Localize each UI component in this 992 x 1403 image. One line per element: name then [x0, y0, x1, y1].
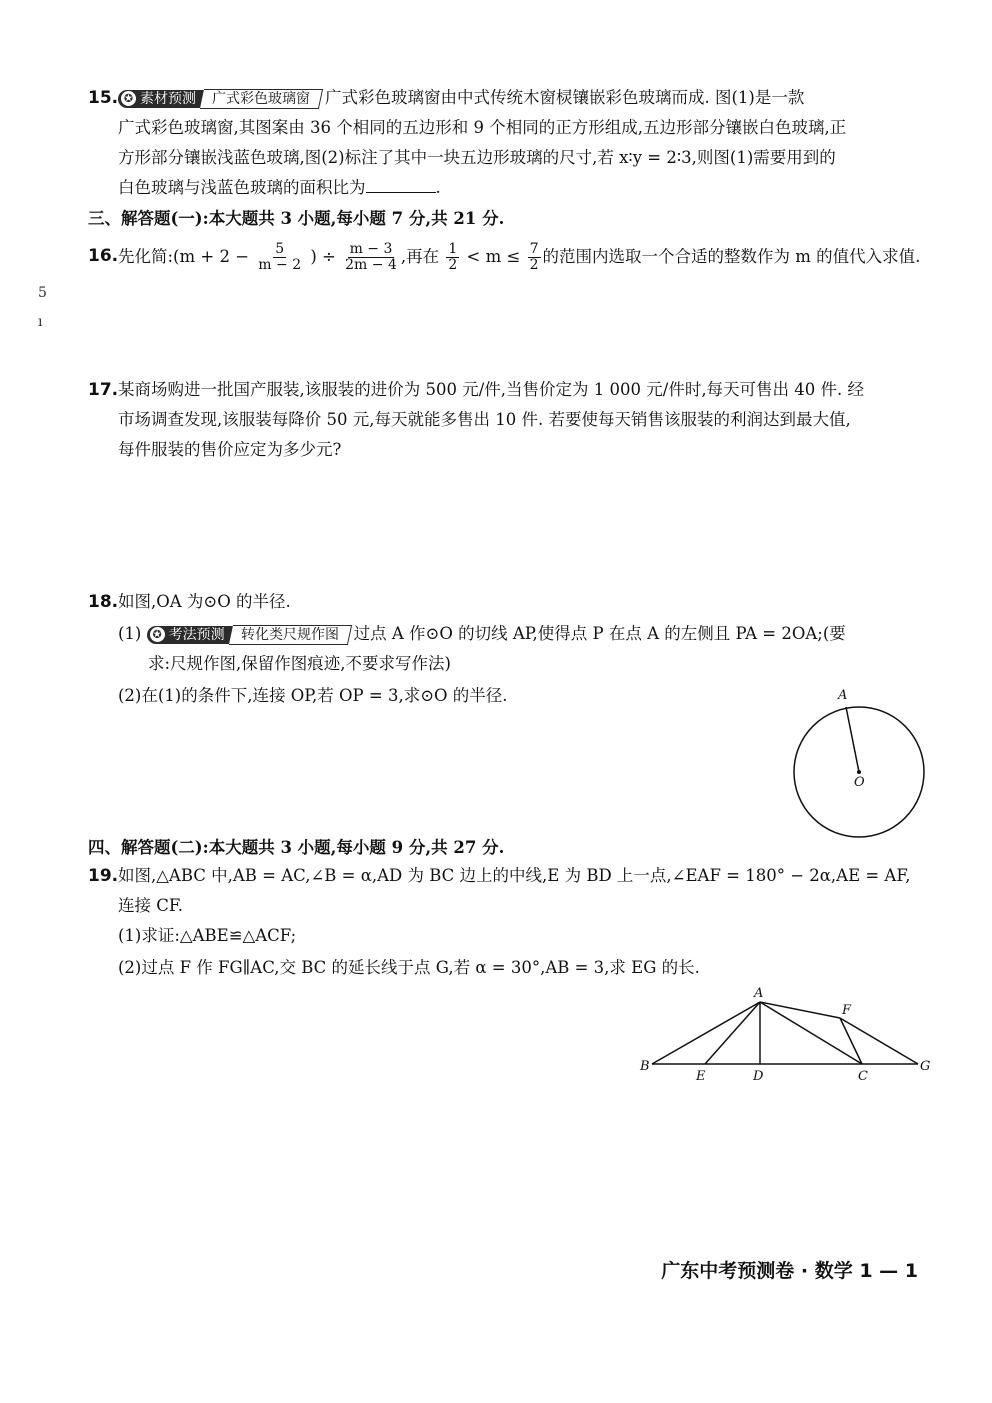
- page-footer: 广东中考预测卷 · 数学 1 — 1: [661, 1260, 918, 1282]
- tag-exam-method-prediction: [147, 624, 350, 646]
- question-19-part-1: (1)求证:△ABE≌△ACF;: [118, 926, 297, 945]
- segment-ae: [705, 1002, 760, 1064]
- q16-mid-2: ,再在: [400, 247, 440, 266]
- question-15-line-1: [118, 84, 804, 112]
- circle-figure: [780, 685, 940, 845]
- answer-blank: [366, 176, 436, 193]
- label-b: B: [640, 1059, 650, 1074]
- question-15-end: .: [435, 178, 441, 197]
- question-16-line: [118, 238, 920, 276]
- tag-material-prediction: [118, 88, 321, 110]
- label-d: D: [753, 1069, 764, 1084]
- label-a: A: [754, 986, 764, 1001]
- fraction-m-3-over-2m-4: $\frac{m - 3}{2m - 4}$: [345, 241, 397, 273]
- tag-dark: [118, 90, 204, 108]
- star-icon: ✪: [121, 91, 136, 106]
- q16-mid-3: < m ≤: [466, 247, 521, 266]
- radius-oa: [846, 707, 859, 772]
- q16-mid-1: ) ÷: [310, 247, 336, 266]
- fraction-7-over-2: $\frac{7}{2}$: [529, 241, 539, 273]
- tag-light-label: 广式彩色玻璃窗: [212, 90, 310, 107]
- tag-light: [200, 89, 323, 109]
- question-19-line-2: 连接 CF.: [118, 896, 183, 915]
- center-point: [857, 770, 861, 774]
- question-17-line-1: 某商场购进一批国产服装,该服装的进价为 500 元/件,当售价定为 1 000 元/件时,每天可售出 40 件. 经: [118, 380, 865, 399]
- q18-part-1-label: (1): [118, 624, 142, 643]
- label-f: F: [842, 1003, 852, 1018]
- fraction-5-over-m-2: $\frac{5}{m - 2}$: [258, 241, 302, 273]
- question-19-number: 19.: [88, 866, 119, 886]
- question-15-text-1: 广式彩色玻璃窗由中式传统木窗棂镶嵌彩色玻璃而成. 图(1)是一款: [325, 88, 805, 107]
- tag-light-label: 转化类尺规作图: [240, 626, 339, 643]
- tag-dark-label: 素材预测: [140, 90, 196, 107]
- margin-mark-2: ı: [38, 314, 43, 330]
- tag-dark-label: 考法预测: [168, 626, 225, 643]
- question-15-line-3: 方形部分镶嵌浅蓝色玻璃,图(2)标注了其中一块五边形玻璃的尺寸,若 x∶y = 2∶3,则图(1)需要用到的: [118, 148, 836, 167]
- section-4-heading: 四、解答题(二):本大题共 3 小题,每小题 9 分,共 27 分.: [88, 838, 505, 857]
- label-a: A: [838, 688, 848, 703]
- triangle-figure: [630, 982, 940, 1086]
- question-17-number: 17.: [88, 380, 119, 400]
- label-o: O: [854, 775, 865, 790]
- tag-dark: [147, 626, 233, 644]
- fraction-1-over-2: $\frac{1}{2}$: [448, 241, 458, 273]
- q16-lead: 先化简:(m + 2 −: [118, 247, 250, 266]
- question-19-line-1: 如图,△ABC 中,AB = AC,∠B = α,AD 为 BC 边上的中线,E 为 BD 上一点,∠EAF = 180° − 2α,AE = AF,: [118, 866, 911, 885]
- q18-part-1-text: 过点 A 作⊙O 的切线 AP,使得点 P 在点 A 的左侧且 PA = 2OA;(要: [353, 624, 846, 643]
- question-15-text-4: 白色玻璃与浅蓝色玻璃的面积比为: [118, 178, 366, 197]
- label-e: E: [696, 1069, 706, 1084]
- segment-ab: [652, 1002, 760, 1064]
- question-16-number: 16.: [88, 246, 119, 266]
- question-18-number: 18.: [88, 592, 119, 612]
- question-18-part-1: [118, 620, 846, 648]
- q16-tail: 的范围内选取一个合适的整数作为 m 的值代入求值.: [542, 247, 921, 266]
- star-icon: ✪: [150, 627, 165, 642]
- question-15-line-2: 广式彩色玻璃窗,其图案由 36 个相同的五边形和 9 个相同的正方形组成,五边形部分镶嵌白色玻璃,正: [118, 118, 847, 137]
- question-17-line-3: 每件服装的售价应定为多少元?: [118, 440, 342, 459]
- question-18-line-1: 如图,OA 为⊙O 的半径.: [118, 592, 291, 611]
- question-18-part-2: (2)在(1)的条件下,连接 OP,若 OP = 3,求⊙O 的半径.: [118, 686, 508, 705]
- label-c: C: [858, 1069, 868, 1084]
- tag-light: [228, 625, 351, 645]
- question-19-part-2: (2)过点 F 作 FG∥AC,交 BC 的延长线于点 G,若 α = 30°,AB = 3,求 EG 的长.: [118, 958, 700, 977]
- section-3-heading: 三、解答题(一):本大题共 3 小题,每小题 7 分,共 21 分.: [88, 209, 505, 228]
- question-17-line-2: 市场调查发现,该服装每降价 50 元,每天就能多售出 10 件. 若要使每天销售该服装的利润达到最大值,: [118, 410, 851, 429]
- question-15-number: 15.: [88, 88, 119, 108]
- question-18-part-1-line-2: 求:尺规作图,保留作图痕迹,不要求写作法): [148, 654, 451, 673]
- margin-mark-1: 5: [38, 285, 47, 301]
- question-15-line-4: [118, 174, 441, 202]
- label-g: G: [920, 1059, 931, 1074]
